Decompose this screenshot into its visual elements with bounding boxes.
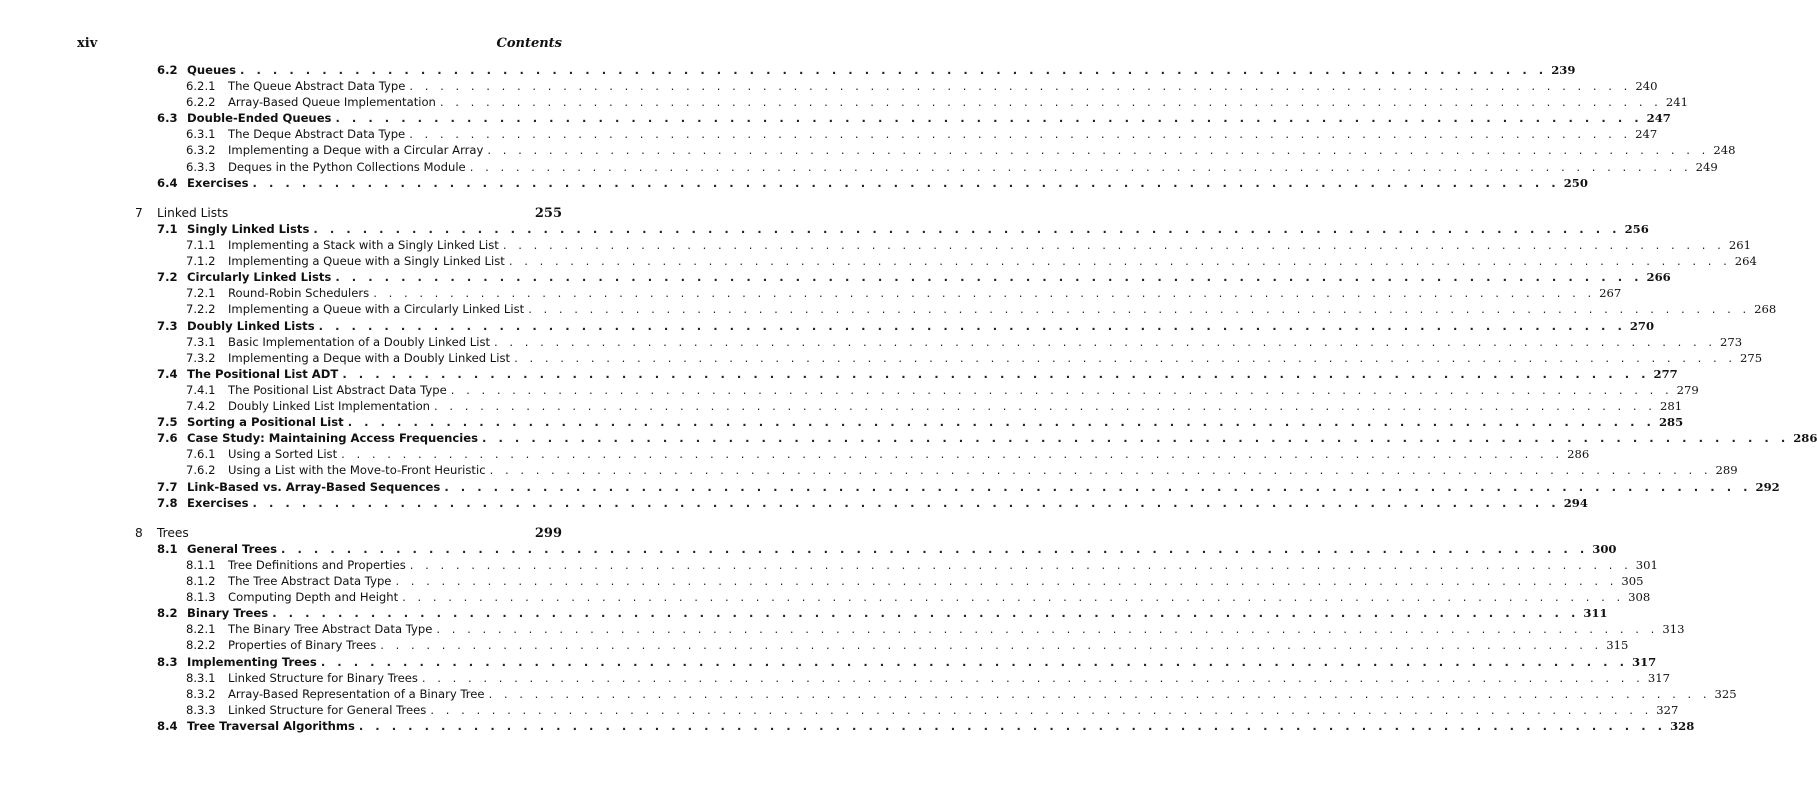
toc-section-entry[interactable] — [157, 221, 1649, 237]
toc-entry-title: Round-Robin Schedulers — [228, 286, 370, 300]
toc-subsection-entry[interactable] — [186, 301, 1777, 317]
toc-entry-title: Tree Traversal Algorithms — [187, 719, 355, 733]
toc-entry-title: Tree Definitions and Properties — [228, 558, 406, 572]
toc-entry-page-number: 317 — [1647, 671, 1670, 685]
dot-leader: . . . . . . . . . . . . . . . . . . . . . . . . . . . . . . . . . . . . . . . . . . . . . . . . . . . . . . . . . . . . . . . . . . . . . . . . . . . . . . . . — [402, 590, 1625, 604]
toc-entry-page-number: 277 — [1653, 367, 1678, 381]
dot-leader: . . . . . . . . . . . . . . . . . . . . . . . . . . . . . . . . . . . . . . . . . . . . . . . . . . . . . . . . . . . . . . . . . . . . . . . . . . . . . . . . — [335, 270, 1643, 284]
toc-entry-number: 7.2.2 — [186, 302, 216, 316]
toc-subsection-entry[interactable] — [186, 159, 1718, 175]
toc-entry-page-number: 255 — [534, 206, 562, 221]
toc-entry-page-number: 281 — [1659, 399, 1683, 413]
dot-leader: . . . . . . . . . . . . . . . . . . . . . . . . . . . . . . . . . . . . . . . . . . . . . . . . . . . . . . . . . . . . . . . . . . . . . . . . . . . . . . . . — [436, 622, 1659, 636]
toc-section-entry[interactable] — [157, 318, 1655, 334]
dot-leader: . . . . . . . . . . . . . . . . . . . . . . . . . . . . . . . . . . . . . . . . . . . . . . . . . . . . . . . . . . . . . . . . . . . . . . . . . . . . . . . . — [514, 351, 1737, 365]
toc-entry-number: 8.1.3 — [186, 590, 216, 604]
toc-subsection-entry[interactable] — [186, 398, 1683, 414]
page-number-label: xiv — [77, 36, 98, 51]
toc-entry-number: 6.4 — [157, 176, 178, 190]
toc-subsection-entry[interactable] — [186, 94, 1689, 110]
toc-subsection-entry[interactable] — [186, 557, 1658, 573]
toc-entry-page-number: 250 — [1563, 176, 1588, 190]
toc-section-entry[interactable] — [157, 414, 1684, 430]
toc-subsection-entry[interactable] — [186, 589, 1651, 605]
toc-entry-number: 8.2.1 — [186, 622, 216, 636]
toc-entry-page-number: 240 — [1635, 79, 1658, 93]
toc-entry-page-number: 286 — [1567, 447, 1590, 461]
toc-entry-page-number: 289 — [1715, 463, 1738, 477]
dot-leader: . . . . . . . . . . . . . . . . . . . . . . . . . . . . . . . . . . . . . . . . . . . . . . . . . . . . . . . . . . . . . . . . . . . . . . . . . . . . . . . . — [489, 463, 1712, 477]
toc-entry-number: 7.4.2 — [186, 399, 216, 413]
toc-entry-page-number: 273 — [1720, 335, 1743, 349]
toc-entry-number: 7.4 — [157, 367, 178, 381]
toc-entry-number: 7.1.2 — [186, 254, 216, 268]
toc-subsection-entry[interactable] — [186, 637, 1629, 653]
dot-leader: . . . . . . . . . . . . . . . . . . . . . . . . . . . . . . . . . . . . . . . . . . . . . . . . . . . . . . . . . . . . . . . . . . . . . . . . . . . . . . . . — [508, 254, 1731, 268]
toc-entry-number: 8.3.2 — [186, 687, 216, 701]
toc-entry-title: Implementing a Deque with a Circular Array — [228, 143, 484, 157]
dot-leader: . . . . . . . . . . . . . . . . . . . . . . . . . . . . . . . . . . . . . . . . . . . . . . . . . . . . . . . . . . . . . . . . . . . . . . . . . . . . . . . . — [421, 671, 1644, 685]
toc-entry-title: Circularly Linked Lists — [187, 270, 332, 284]
toc-entry-page-number: 270 — [1629, 319, 1655, 333]
toc-entry-title: Linked Structure for General Trees — [228, 703, 427, 717]
toc-subsection-entry[interactable] — [186, 621, 1685, 637]
toc-entry-page-number: 249 — [1695, 160, 1718, 174]
toc-subsection-entry[interactable] — [186, 334, 1743, 350]
running-title: Contents — [496, 36, 562, 51]
dot-leader: . . . . . . . . . . . . . . . . . . . . . . . . . . . . . . . . . . . . . . . . . . . . . . . . . . . . . . . . . . . . . . . . . . . . . . . . . . . . . . . . — [320, 655, 1629, 669]
dot-leader: . . . . . . . . . . . . . . . . . . . . . . . . . . . . . . . . . . . . . . . . . . . . . . . . . . . . . . . . . . . . . . . . . . . . . . . . . . . . . . . . — [335, 111, 1643, 125]
toc-entry-page-number: 294 — [1563, 496, 1588, 510]
toc-chapter-entry[interactable] — [135, 205, 562, 221]
toc-entry-number: 6.3.1 — [186, 127, 216, 141]
toc-entry-title: Implementing a Queue with a Singly Linked List — [228, 254, 505, 268]
toc-entry-title: The Queue Abstract Data Type — [228, 79, 406, 93]
toc-entry-page-number: 256 — [1624, 222, 1649, 236]
toc-entry-title: Double-Ended Queues — [187, 111, 332, 125]
toc-entry-title: Implementing Trees — [187, 655, 317, 669]
dot-leader: . . . . . . . . . . . . . . . . . . . . . . . . . . . . . . . . . . . . . . . . . . . . . . . . . . . . . . . . . . . . . . . . . . . . . . . . . . . . . . . . — [342, 367, 1650, 381]
toc-subsection-entry[interactable] — [186, 702, 1679, 718]
toc-entry-title: The Binary Tree Abstract Data Type — [228, 622, 433, 636]
toc-entry-title: Binary Trees — [187, 606, 269, 620]
toc-section-entry[interactable] — [157, 110, 1671, 126]
toc-subsection-entry[interactable] — [186, 382, 1699, 398]
toc-entry-page-number: 299 — [534, 526, 562, 541]
toc-subsection-entry[interactable] — [186, 446, 1590, 462]
dot-leader: . . . . . . . . . . . . . . . . . . . . . . . . . . . . . . . . . . . . . . . . . . . . . . . . . . . . . . . . . . . . . . . . . . . . . . . . . . . . . . . . — [240, 63, 1548, 77]
toc-entry-page-number: 327 — [1656, 703, 1679, 717]
toc-section-entry[interactable] — [157, 269, 1671, 285]
toc-entry-title: General Trees — [187, 542, 278, 556]
toc-entry-page-number: 328 — [1670, 719, 1695, 733]
toc-subsection-entry[interactable] — [186, 350, 1763, 366]
toc-entry-title: The Tree Abstract Data Type — [228, 574, 392, 588]
toc-subsection-entry[interactable] — [186, 285, 1622, 301]
toc-entry-number: 8.3.1 — [186, 671, 216, 685]
toc-section-entry[interactable] — [157, 479, 1780, 495]
dot-leader: . . . . . . . . . . . . . . . . . . . . . . . . . . . . . . . . . . . . . . . . . . . . . . . . . . . . . . . . . . . . . . . . . . . . . . . . . . . . . . . . — [313, 222, 1621, 236]
dot-leader: . . . . . . . . . . . . . . . . . . . . . . . . . . . . . . . . . . . . . . . . . . . . . . . . . . . . . . . . . . . . . . . . . . . . . . . . . . . . . . . . — [482, 431, 1790, 445]
toc-entry-title: Link-Based vs. Array-Based Sequences — [187, 480, 441, 494]
toc-subsection-entry[interactable] — [186, 462, 1738, 478]
toc-entry-page-number: 311 — [1583, 606, 1608, 620]
toc-subsection-entry[interactable] — [186, 686, 1737, 702]
toc-entry-title: Deques in the Python Collections Module — [228, 160, 466, 174]
toc-entry-title: Array-Based Queue Implementation — [228, 95, 436, 109]
toc-entry-number: 8.1.1 — [186, 558, 216, 572]
toc-entry-number: 7.6.2 — [186, 463, 216, 477]
toc-entry-title: Case Study: Maintaining Access Frequencies — [187, 431, 479, 445]
toc-entry-number: 7.7 — [157, 480, 178, 494]
toc-entry-title: Computing Depth and Height — [228, 590, 399, 604]
toc-section-entry[interactable] — [157, 430, 1817, 446]
toc-entry-page-number: 247 — [1646, 111, 1671, 125]
dot-leader: . . . . . . . . . . . . . . . . . . . . . . . . . . . . . . . . . . . . . . . . . . . . . . . . . . . . . . . . . . . . . . . . . . . . . . . . . . . . . . . . — [469, 160, 1692, 174]
toc-entry-title: Implementing a Deque with a Doubly Linked List — [228, 351, 511, 365]
toc-entry-title: Doubly Linked List Implementation — [228, 399, 431, 413]
toc-subsection-entry[interactable] — [186, 237, 1751, 253]
toc-entry-title: Singly Linked Lists — [187, 222, 310, 236]
toc-section-entry[interactable] — [157, 62, 1576, 78]
toc-entry-title: Queues — [187, 63, 236, 77]
toc-entry-title: Basic Implementation of a Doubly Linked List — [228, 335, 491, 349]
dot-leader: . . . . . . . . . . . . . . . . . . . . . . . . . . . . . . . . . . . . . . . . . . . . . . . . . . . . . . . . . . . . . . . . . . . . . . . . . . . . . . . . — [450, 383, 1673, 397]
toc-entry-number: 6.3.3 — [186, 160, 216, 174]
toc-entry-title: Trees — [157, 526, 189, 540]
toc-entry-page-number: 266 — [1646, 270, 1671, 284]
toc-entry-number: 7.6.1 — [186, 447, 216, 461]
toc-entry-title: Sorting a Positional List — [187, 415, 344, 429]
toc-entry-number: 8.1.2 — [186, 574, 216, 588]
dot-leader: . . . . . . . . . . . . . . . . . . . . . . . . . . . . . . . . . . . . . . . . . . . . . . . . . . . . . . . . . . . . . . . . . . . . . . . . . . . . . . . . — [488, 687, 1711, 701]
toc-entry-number: 7.3 — [157, 319, 178, 333]
toc-entry-page-number: 241 — [1665, 95, 1689, 109]
toc-entry-number: 8.2 — [157, 606, 178, 620]
toc-entry-page-number: 261 — [1728, 238, 1751, 252]
toc-entry-page-number: 292 — [1755, 480, 1780, 494]
toc-entry-page-number: 308 — [1628, 590, 1651, 604]
toc-entry-number: 7 — [135, 206, 143, 220]
dot-leader: . . . . . . . . . . . . . . . . . . . . . . . . . . . . . . . . . . . . . . . . . . . . . . . . . . . . . . . . . . . . . . . . . . . . . . . . . . . . . . . . — [272, 606, 1580, 620]
dot-leader: . . . . . . . . . . . . . . . . . . . . . . . . . . . . . . . . . . . . . . . . . . . . . . . . . . . . . . . . . . . . . . . . . . . . . . . . . . . . . . . . — [395, 574, 1618, 588]
toc-entry-number: 8 — [135, 526, 143, 540]
dot-leader: . . . . . . . . . . . . . . . . . . . . . . . . . . . . . . . . . . . . . . . . . . . . . . . . . . . . . . . . . . . . . . . . . . . . . . . . . . . . . . . . — [430, 703, 1653, 717]
toc-subsection-entry[interactable] — [186, 142, 1736, 158]
toc-subsection-entry[interactable] — [186, 126, 1658, 142]
toc-entry-number: 7.4.1 — [186, 383, 216, 397]
toc-entry-number: 6.2 — [157, 63, 178, 77]
toc-entry-title: Doubly Linked Lists — [187, 319, 315, 333]
toc-entry-page-number: 301 — [1635, 558, 1658, 572]
toc-entry-number: 7.5 — [157, 415, 178, 429]
toc-entry-page-number: 247 — [1635, 127, 1658, 141]
dot-leader: . . . . . . . . . . . . . . . . . . . . . . . . . . . . . . . . . . . . . . . . . . . . . . . . . . . . . . . . . . . . . . . . . . . . . . . . . . . . . . . . — [439, 95, 1662, 109]
toc-entry-page-number: 248 — [1713, 143, 1736, 157]
toc-entry-page-number: 300 — [1592, 542, 1617, 556]
dot-leader: . . . . . . . . . . . . . . . . . . . . . . . . . . . . . . . . . . . . . . . . . . . . . . . . . . . . . . . . . . . . . . . . . . . . . . . . . . . . . . . . — [409, 127, 1632, 141]
toc-entry-number: 7.3.2 — [186, 351, 216, 365]
dot-leader: . . . . . . . . . . . . . . . . . . . . . . . . . . . . . . . . . . . . . . . . . . . . . . . . . . . . . . . . . . . . . . . . . . . . . . . . . . . . . . . . — [502, 238, 1725, 252]
toc-entry-title: Exercises — [187, 496, 249, 510]
dot-leader: . . . . . . . . . . . . . . . . . . . . . . . . . . . . . . . . . . . . . . . . . . . . . . . . . . . . . . . . . . . . . . . . . . . . . . . . . . . . . . . . — [380, 638, 1603, 652]
toc-entry-number: 6.2.1 — [186, 79, 216, 93]
toc-entry-page-number: 279 — [1676, 383, 1699, 397]
toc-entry-number: 7.6 — [157, 431, 178, 445]
dot-leader: . . . . . . . . . . . . . . . . . . . . . . . . . . . . . . . . . . . . . . . . . . . . . . . . . . . . . . . . . . . . . . . . . . . . . . . . . . . . . . . . — [318, 319, 1626, 333]
toc-entry-page-number: 267 — [1599, 286, 1622, 300]
dot-leader: . . . . . . . . . . . . . . . . . . . . . . . . . . . . . . . . . . . . . . . . . . . . . . . . . . . . . . . . . . . . . . . . . . . . . . . . . . . . . . . . — [347, 415, 1655, 429]
toc-entry-number: 8.3.3 — [186, 703, 216, 717]
toc-section-entry[interactable] — [157, 541, 1617, 557]
toc-subsection-entry[interactable] — [186, 253, 1757, 269]
toc-entry-title: Array-Based Representation of a Binary Tree — [228, 687, 485, 701]
toc-entry-page-number: 285 — [1658, 415, 1684, 429]
toc-entry-number: 6.3.2 — [186, 143, 216, 157]
dot-leader: . . . . . . . . . . . . . . . . . . . . . . . . . . . . . . . . . . . . . . . . . . . . . . . . . . . . . . . . . . . . . . . . . . . . . . . . . . . . . . . . — [409, 79, 1632, 93]
toc-section-entry[interactable] — [157, 605, 1608, 621]
toc-section-entry[interactable] — [157, 718, 1695, 734]
toc-subsection-entry[interactable] — [186, 78, 1658, 94]
toc-entry-number: 8.1 — [157, 542, 178, 556]
toc-entry-page-number: 239 — [1551, 63, 1576, 77]
toc-entry-number: 7.8 — [157, 496, 178, 510]
toc-entry-title: The Positional List ADT — [187, 367, 339, 381]
dot-leader: . . . . . . . . . . . . . . . . . . . . . . . . . . . . . . . . . . . . . . . . . . . . . . . . . . . . . . . . . . . . . . . . . . . . . . . . . . . . . . . . — [409, 558, 1632, 572]
toc-section-entry[interactable] — [157, 654, 1657, 670]
dot-leader: . . . . . . . . . . . . . . . . . . . . . . . . . . . . . . . . . . . . . . . . . . . . . . . . . . . . . . . . . . . . . . . . . . . . . . . . . . . . . . . . — [434, 399, 1656, 413]
toc-entry-title: Implementing a Stack with a Singly Linked List — [228, 238, 499, 252]
toc-section-entry[interactable] — [157, 175, 1588, 191]
toc-entry-number: 7.1 — [157, 222, 178, 236]
toc-entry-page-number: 268 — [1754, 302, 1777, 316]
toc-entry-title: Linked Structure for Binary Trees — [228, 671, 418, 685]
toc-entry-title: Using a Sorted List — [228, 447, 338, 461]
dot-leader: . . . . . . . . . . . . . . . . . . . . . . . . . . . . . . . . . . . . . . . . . . . . . . . . . . . . . . . . . . . . . . . . . . . . . . . . . . . . . . . . — [487, 143, 1710, 157]
toc-entry-title: Using a List with the Move-to-Front Heuristic — [228, 463, 486, 477]
dot-leader: . . . . . . . . . . . . . . . . . . . . . . . . . . . . . . . . . . . . . . . . . . . . . . . . . . . . . . . . . . . . . . . . . . . . . . . . . . . . . . . . — [494, 335, 1717, 349]
toc-entry-title: Implementing a Queue with a Circularly Linked List — [228, 302, 525, 316]
toc-entry-title: Linked Lists — [157, 206, 229, 220]
toc-entry-number: 8.2.2 — [186, 638, 216, 652]
toc-section-entry[interactable] — [157, 366, 1678, 382]
toc-subsection-entry[interactable] — [186, 573, 1644, 589]
toc-entry-page-number: 275 — [1740, 351, 1763, 365]
toc-entry-number: 7.2 — [157, 270, 178, 284]
toc-entry-number: 7.3.1 — [186, 335, 216, 349]
dot-leader: . . . . . . . . . . . . . . . . . . . . . . . . . . . . . . . . . . . . . . . . . . . . . . . . . . . . . . . . . . . . . . . . . . . . . . . . . . . . . . . . — [444, 480, 1752, 494]
toc-entry-page-number: 317 — [1632, 655, 1657, 669]
toc-entry-title: Exercises — [187, 176, 249, 190]
toc-section-entry[interactable] — [157, 495, 1588, 511]
toc-entry-page-number: 315 — [1606, 638, 1629, 652]
dot-leader: . . . . . . . . . . . . . . . . . . . . . . . . . . . . . . . . . . . . . . . . . . . . . . . . . . . . . . . . . . . . . . . . . . . . . . . . . . . . . . . . — [358, 719, 1667, 733]
toc-entry-page-number: 264 — [1734, 254, 1757, 268]
toc-entry-page-number: 305 — [1621, 574, 1644, 588]
toc-entry-number: 8.4 — [157, 719, 178, 733]
toc-entry-number: 7.2.1 — [186, 286, 216, 300]
dot-leader: . . . . . . . . . . . . . . . . . . . . . . . . . . . . . . . . . . . . . . . . . . . . . . . . . . . . . . . . . . . . . . . . . . . . . . . . . . . . . . . . — [252, 176, 1560, 190]
toc-entry-title: The Deque Abstract Data Type — [228, 127, 406, 141]
dot-leader: . . . . . . . . . . . . . . . . . . . . . . . . . . . . . . . . . . . . . . . . . . . . . . . . . . . . . . . . . . . . . . . . . . . . . . . . . . . . . . . . — [341, 447, 1564, 461]
toc-entry-page-number: 313 — [1662, 622, 1685, 636]
toc-entry-number: 6.2.2 — [186, 95, 216, 109]
toc-entry-title: The Positional List Abstract Data Type — [228, 383, 447, 397]
toc-chapter-entry[interactable] — [135, 525, 562, 541]
toc-entry-page-number: 325 — [1714, 687, 1737, 701]
dot-leader: . . . . . . . . . . . . . . . . . . . . . . . . . . . . . . . . . . . . . . . . . . . . . . . . . . . . . . . . . . . . . . . . . . . . . . . . . . . . . . . . — [252, 496, 1560, 510]
toc-entry-number: 7.1.1 — [186, 238, 216, 252]
toc-entry-number: 6.3 — [157, 111, 178, 125]
dot-leader: . . . . . . . . . . . . . . . . . . . . . . . . . . . . . . . . . . . . . . . . . . . . . . . . . . . . . . . . . . . . . . . . . . . . . . . . . . . . . . . . — [528, 302, 1751, 316]
dot-leader: . . . . . . . . . . . . . . . . . . . . . . . . . . . . . . . . . . . . . . . . . . . . . . . . . . . . . . . . . . . . . . . . . . . . . . . . . . . . . . . . — [281, 542, 1589, 556]
toc-entry-number: 8.3 — [157, 655, 178, 669]
toc-entry-title: Properties of Binary Trees — [228, 638, 377, 652]
dot-leader: . . . . . . . . . . . . . . . . . . . . . . . . . . . . . . . . . . . . . . . . . . . . . . . . . . . . . . . . . . . . . . . . . . . . . . . . . . . . . . . . — [373, 286, 1596, 300]
toc-entry-page-number: 286 — [1793, 431, 1817, 445]
toc-subsection-entry[interactable] — [186, 670, 1670, 686]
